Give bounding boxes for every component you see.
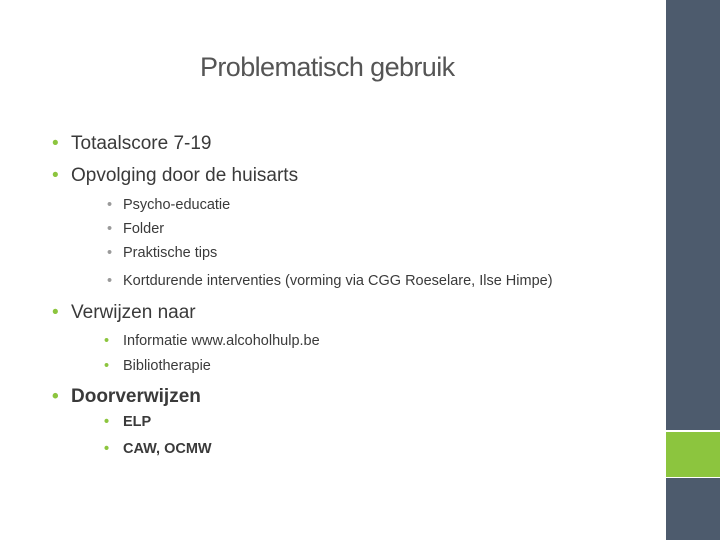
sub-bullet-dot-icon: • [107, 273, 113, 289]
sub-bullet-dot-icon: • [107, 221, 113, 237]
sub-bullet-text: Folder [123, 221, 165, 237]
bullet-text: Verwijzen naar [71, 302, 196, 323]
bullet-dot-icon: • [52, 302, 59, 323]
slide-title: Problematisch gebruik [200, 52, 455, 82]
sub-bullet-text: ELP [123, 414, 152, 430]
sub-bullet-text: Kortdurende interventies (vorming via CGG Roeselare, Ilse Himpe) [123, 273, 553, 289]
bullet-dot-icon: • [52, 386, 59, 407]
sub-bullet-dot-icon: • [104, 441, 110, 457]
sub-bullet-dot-icon: • [107, 197, 113, 213]
sub-bullet-text: Informatie www.alcoholhulp.be [123, 333, 320, 349]
bullet-text: Doorverwijzen [71, 386, 201, 407]
sub-bullet-text: Bibliotherapie [123, 358, 211, 374]
bullet-dot-icon: • [52, 133, 59, 154]
sub-bullet-dot-icon: • [104, 358, 110, 374]
bullet-text: Totaalscore 7-19 [71, 133, 212, 154]
sub-bullet-dot-icon: • [104, 333, 110, 349]
sub-bullet-dot-icon: • [107, 245, 113, 261]
bullet-dot-icon: • [52, 165, 59, 186]
sub-bullet-text: Psycho-educatie [123, 197, 231, 213]
sub-bullet-text: Praktische tips [123, 245, 218, 261]
sidebar-band-bottom [666, 478, 720, 540]
sub-bullet-dot-icon: • [104, 414, 110, 430]
decorative-sidebar [666, 0, 720, 540]
sidebar-band-top [666, 0, 720, 432]
sub-bullet-text: CAW, OCMW [123, 441, 212, 457]
bullet-text: Opvolging door de huisarts [71, 165, 299, 186]
sidebar-accent-band [666, 432, 720, 478]
